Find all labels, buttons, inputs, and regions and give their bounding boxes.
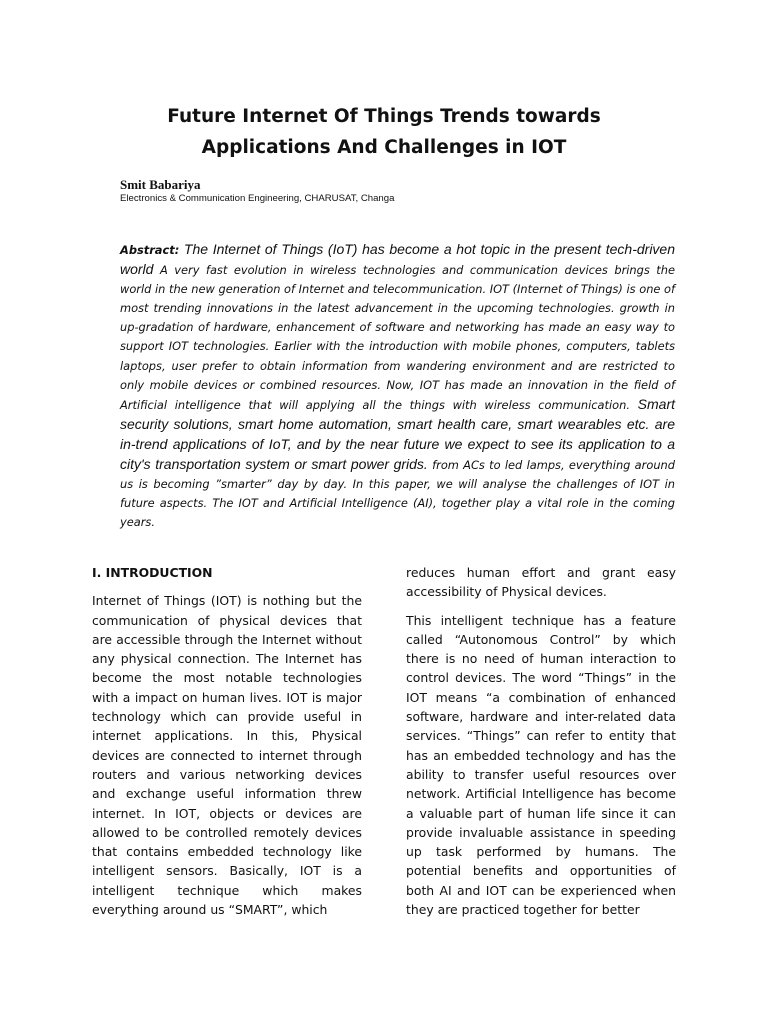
intro-paragraph-1: Internet of Things (IOT) is nothing but the communication of physical devices that are accessible through the Internet without any physical connection. The Internet has become the most notable technologies with a impact on human lives. IOT is major technology which can provide useful in internet applications. In this, Physical devices are connected to internet through routers and various networking devices and exchange useful information threw internet. In IOT, objects or devices are allowed to be controlled remotely devices that contains embedded technology like intelligent sensors. Basically, IOT is a intelligent technique which makes everything around us “SMART”, which (92, 593, 362, 918)
abstract-text-3: Smart security solutions, smart home automation, smart health care, smart wearables etc. are in-trend applications of IoT, and by the near future we expect to see its application to a city's transportation system or smart power grids. (120, 395, 675, 473)
left-column (92, 563, 362, 928)
author-affiliation: Electronics & Communication Engineering, CHARUSAT, Changa (120, 193, 395, 204)
abstract-label: Abstract: (120, 243, 180, 257)
title-line-1: Future Internet Of Things Trends towards (167, 106, 601, 127)
right-column (406, 563, 676, 928)
abstract-text-4: from ACs to led lamps, everything around us is becoming ”smarter” day by day. In this paper, we will analyse the challenges of IOT in future aspects. The IOT and Artificial Intelligence (AI), together play a vital role in the coming years. (120, 458, 675, 530)
abstract-text-2: A very fast evolution in wireless technologies and communication devices brings the world in the new generation of Internet and telecommunication. IOT (Internet of Things) is one of most trending innovations in the latest advancement in the upcoming technologies. growth in up-gradation of hardware, enhancement of software and networking has made an easy way to support IOT technologies. Earlier with the introduction with mobile phones, computers, tablets laptops, user prefer to obtain information from wandering environment and are restricted to only mobile devices or combined resources. Now, IOT has made an innovation in the field of Artificial intelligence that will applying all the things with wireless communication. (120, 263, 676, 412)
abstract (120, 240, 675, 532)
intro-paragraph-3: This intelligent technique has a feature called “Autonomous Control” by which there is no need of human interaction to control devices. The word “Things” in the IOT means “a combination of enhanced software, hardware and inter-related data services. “Things” can refer to entity that has an embedded technology and has the ability to transfer useful resources over network. Artificial Intelligence has become a valuable part of human life since it can provide invaluable assistance in speeding up task performed by humans. The potential benefits and opportunities of both AI and IOT can be experienced when they are practiced together for better (406, 612, 676, 918)
title-line-2: Applications And Challenges in IOT (201, 137, 567, 158)
abstract-text-1: The Internet of Things (IoT) has become a hot topic in the present tech-driven world (120, 241, 675, 278)
section-heading: I. INTRODUCTION (92, 565, 213, 580)
author-name: Smit Babariya (120, 177, 201, 192)
paper-title (60, 101, 708, 163)
intro-paragraph-2: reduces human effort and grant easy accessibility of Physical devices. (406, 565, 676, 600)
